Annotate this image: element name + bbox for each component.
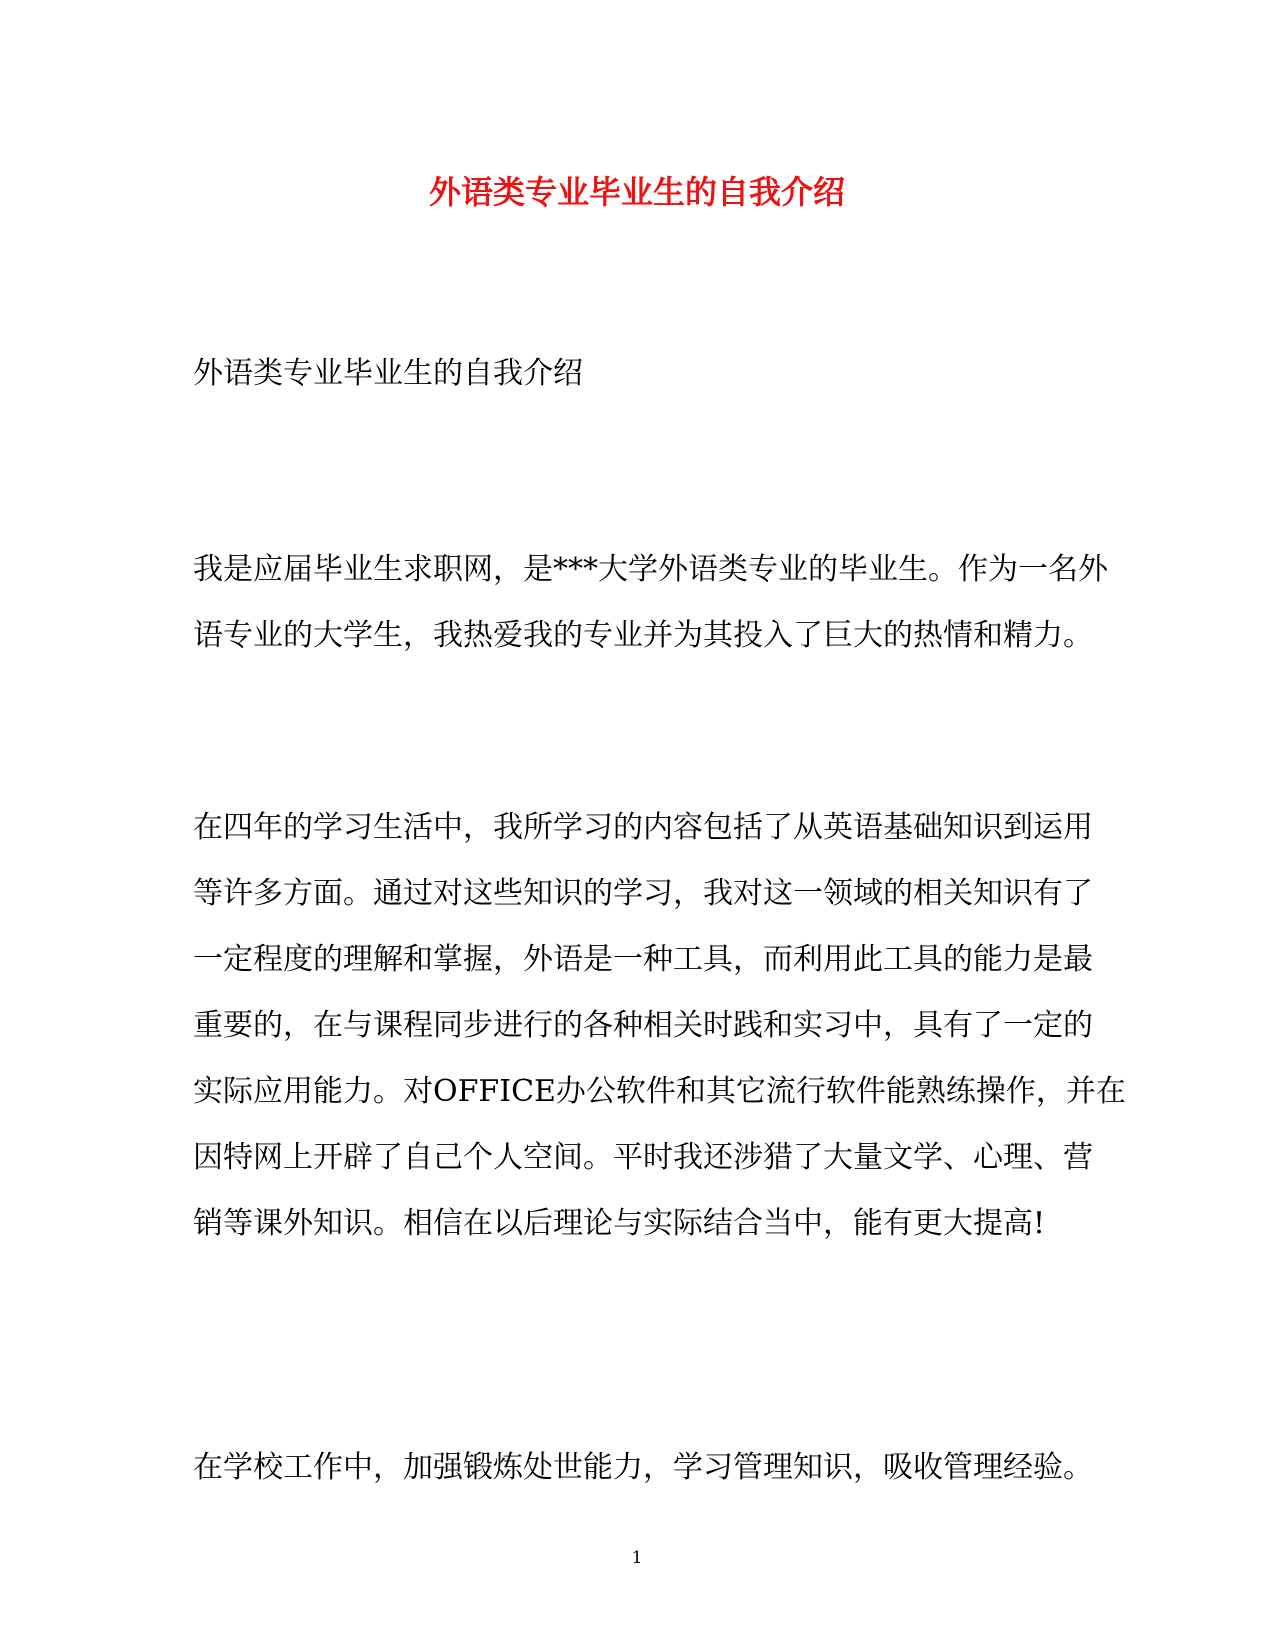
- paragraph-line: 因特网上开辟了自己个人空间。平时我还涉猎了大量文学、心理、营: [193, 1140, 1093, 1175]
- paragraph-line: 销等课外知识。相信在以后理论与实际结合当中，能有更大提高!: [193, 1206, 1046, 1241]
- page-number: 1: [631, 1548, 643, 1568]
- paragraph-line: 我是应届毕业生求职网，是***大学外语类专业的毕业生。作为一名外: [193, 552, 1108, 587]
- paragraph-line: 一定程度的理解和掌握，外语是一种工具，而利用此工具的能力是最: [193, 942, 1093, 977]
- paragraph-line: 等许多方面。通过对这些知识的学习，我对这一领域的相关知识有了: [193, 876, 1093, 911]
- paragraph-line: 实际应用能力。对OFFICE办公软件和其它流行软件能熟练操作，并在: [193, 1074, 1126, 1109]
- paragraph-line: 语专业的大学生，我热爱我的专业并为其投入了巨大的热情和精力。: [193, 618, 1093, 653]
- document-title: 外语类专业毕业生的自我介绍: [428, 173, 845, 211]
- paragraph-line: 在四年的学习生活中，我所学习的内容包括了从英语基础知识到运用: [193, 810, 1093, 845]
- paragraph-study: [193, 806, 1126, 1268]
- paragraph-line: 重要的，在与课程同步进行的各种相关时践和实习中，具有了一定的: [193, 1008, 1093, 1043]
- document-subtitle: 外语类专业毕业生的自我介绍: [193, 356, 583, 391]
- paragraph-intro: [193, 548, 1108, 680]
- paragraph-work: [193, 1446, 1093, 1512]
- paragraph-line: 在学校工作中，加强锻炼处世能力，学习管理知识，吸收管理经验。: [193, 1450, 1093, 1485]
